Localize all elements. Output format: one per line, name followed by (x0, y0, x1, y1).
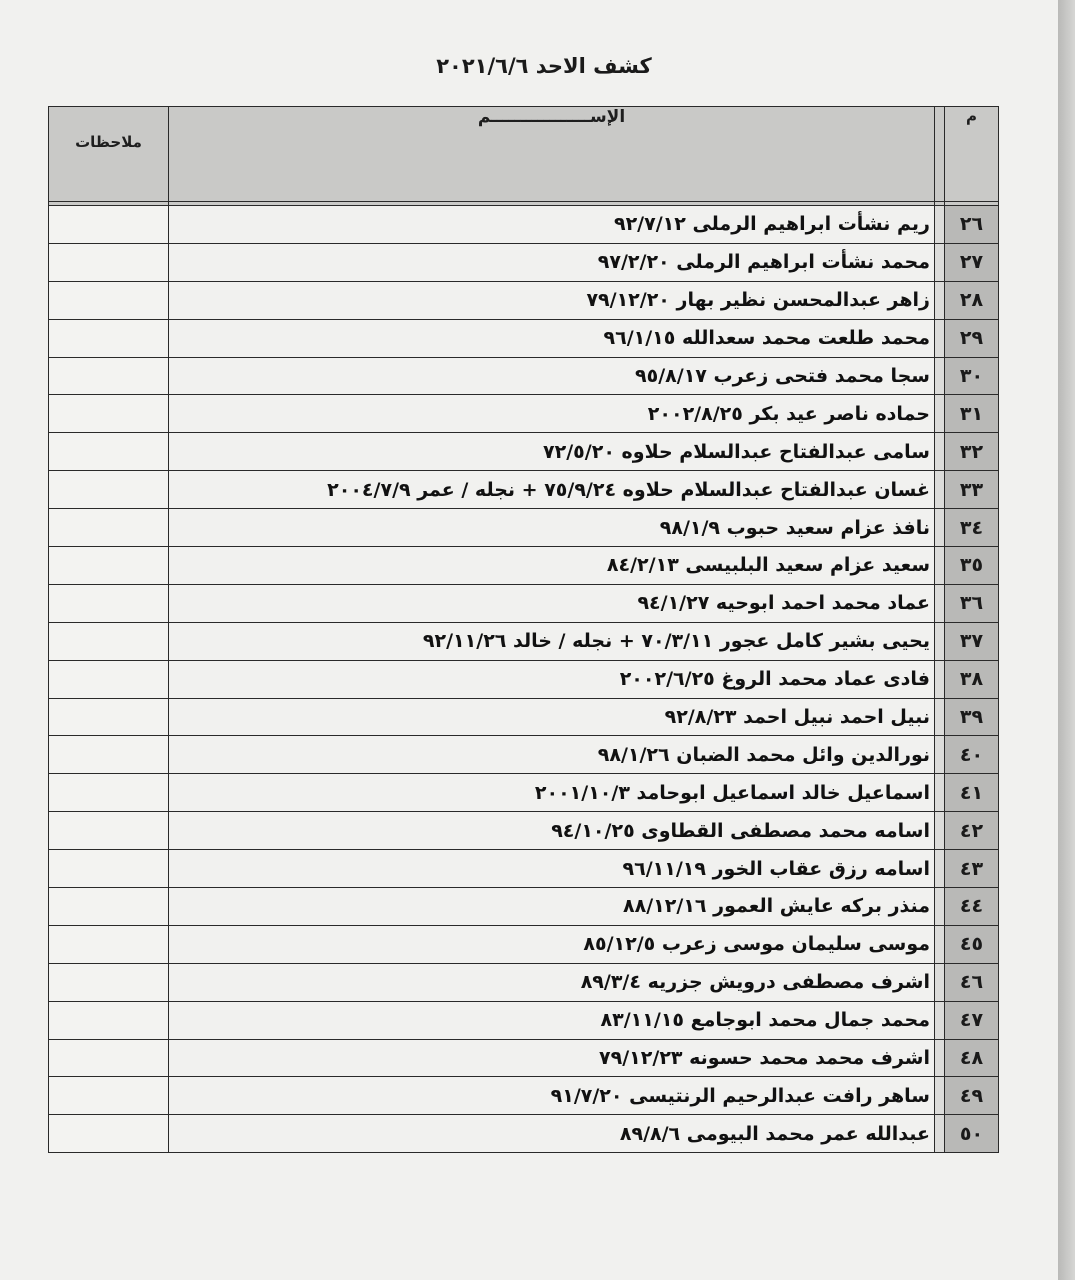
row-spacer (935, 243, 945, 281)
table-row (49, 547, 999, 585)
row-notes (49, 925, 169, 963)
row-spacer (935, 963, 945, 1001)
row-notes (49, 660, 169, 698)
row-notes (49, 698, 169, 736)
table-row (49, 1115, 999, 1153)
row-spacer (935, 395, 945, 433)
row-spacer (935, 812, 945, 850)
row-name: يحيى بشير كامل عجور ٧٠/٣/١١ + نجله / خالد ٩٢/١١/٢٦ (169, 622, 935, 660)
table-row (49, 660, 999, 698)
row-spacer (935, 698, 945, 736)
row-name: غسان عبدالفتاح عبدالسلام حلاوه ٧٥/٩/٢٤ + نجله / عمر ٢٠٠٤/٧/٩ (169, 471, 935, 509)
row-name: سجا محمد فتحى زعرب ٩٥/٨/١٧ (169, 357, 935, 395)
row-name: محمد جمال محمد ابوجامع ٨٣/١١/١٥ (169, 1001, 935, 1039)
row-notes (49, 433, 169, 471)
row-name: ريم نشأت ابراهيم الرملى ٩٢/٧/١٢ (169, 206, 935, 244)
table-row (49, 395, 999, 433)
row-number: ٣٦ (945, 584, 999, 622)
table-row (49, 736, 999, 774)
row-number: ٣٤ (945, 509, 999, 547)
row-name: اشرف محمد محمد حسونه ٧٩/١٢/٢٣ (169, 1039, 935, 1077)
table-row (49, 243, 999, 281)
row-number: ٣٨ (945, 660, 999, 698)
table-row (49, 206, 999, 244)
header-name: الإســـــــــــــــــم (169, 107, 935, 202)
row-number: ٢٩ (945, 319, 999, 357)
row-spacer (935, 471, 945, 509)
row-name: عماد محمد احمد ابوحيه ٩٤/١/٢٧ (169, 584, 935, 622)
row-spacer (935, 433, 945, 471)
row-notes (49, 963, 169, 1001)
row-spacer (935, 1001, 945, 1039)
row-notes (49, 1039, 169, 1077)
header-spacer (935, 107, 945, 202)
row-name: محمد نشأت ابراهيم الرملى ٩٧/٢/٢٠ (169, 243, 935, 281)
table-row (49, 774, 999, 812)
row-number: ٣٥ (945, 547, 999, 585)
table-row (49, 698, 999, 736)
row-name: اسامه محمد مصطفى القطاوى ٩٤/١٠/٢٥ (169, 812, 935, 850)
table-row (49, 622, 999, 660)
row-spacer (935, 584, 945, 622)
row-name: موسى سليمان موسى زعرب ٨٥/١٢/٥ (169, 925, 935, 963)
row-number: ٢٨ (945, 281, 999, 319)
row-notes (49, 319, 169, 357)
row-spacer (935, 888, 945, 926)
row-number: ٤٠ (945, 736, 999, 774)
roster-table (48, 106, 999, 1153)
row-name: حماده ناصر عيد بكر ٢٠٠٢/٨/٢٥ (169, 395, 935, 433)
row-spacer (935, 1077, 945, 1115)
row-notes (49, 281, 169, 319)
header-notes: ملاحظات (49, 107, 169, 202)
table-row (49, 888, 999, 926)
row-spacer (935, 736, 945, 774)
row-spacer (935, 925, 945, 963)
row-name: نبيل احمد نبيل احمد ٩٢/٨/٢٣ (169, 698, 935, 736)
row-name: محمد طلعت محمد سعدالله ٩٦/١/١٥ (169, 319, 935, 357)
row-number: ٣٢ (945, 433, 999, 471)
table-row (49, 1039, 999, 1077)
row-spacer (935, 774, 945, 812)
row-spacer (935, 1039, 945, 1077)
row-notes (49, 888, 169, 926)
row-name: فادى عماد محمد الروغ ٢٠٠٢/٦/٢٥ (169, 660, 935, 698)
row-name: سامى عبدالفتاح عبدالسلام حلاوه ٧٢/٥/٢٠ (169, 433, 935, 471)
table-row (49, 850, 999, 888)
row-number: ٤٨ (945, 1039, 999, 1077)
row-number: ٤٩ (945, 1077, 999, 1115)
table-row (49, 319, 999, 357)
row-name: اسامه رزق عقاب الخور ٩٦/١١/١٩ (169, 850, 935, 888)
row-notes (49, 850, 169, 888)
row-number: ٣٣ (945, 471, 999, 509)
header-number: م (945, 107, 999, 202)
row-number: ٤١ (945, 774, 999, 812)
row-name: نورالدين وائل محمد الضبان ٩٨/١/٢٦ (169, 736, 935, 774)
row-spacer (935, 1115, 945, 1153)
row-name: منذر بركه عايش العمور ٨٨/١٢/١٦ (169, 888, 935, 926)
row-spacer (935, 281, 945, 319)
row-notes (49, 471, 169, 509)
row-spacer (935, 509, 945, 547)
row-number: ٤٥ (945, 925, 999, 963)
table-row (49, 509, 999, 547)
row-spacer (935, 850, 945, 888)
table-row (49, 1077, 999, 1115)
table-row (49, 925, 999, 963)
row-notes (49, 243, 169, 281)
table-row (49, 433, 999, 471)
row-number: ٤٣ (945, 850, 999, 888)
row-notes (49, 1077, 169, 1115)
row-number: ٤٤ (945, 888, 999, 926)
row-notes (49, 509, 169, 547)
row-number: ٣١ (945, 395, 999, 433)
row-spacer (935, 622, 945, 660)
document-title: كشف الاحد ٢٠٢١/٦/٦ (436, 54, 652, 78)
row-name: زاهر عبدالمحسن نظير بهار ٧٩/١٢/٢٠ (169, 281, 935, 319)
row-number: ٤٢ (945, 812, 999, 850)
row-number: ٣٧ (945, 622, 999, 660)
row-notes (49, 736, 169, 774)
row-spacer (935, 547, 945, 585)
row-name: اشرف مصطفى درويش جزريه ٨٩/٣/٤ (169, 963, 935, 1001)
row-number: ٤٦ (945, 963, 999, 1001)
row-name: سعيد عزام سعيد البلبيسى ٨٤/٢/١٣ (169, 547, 935, 585)
row-notes (49, 206, 169, 244)
table-row (49, 584, 999, 622)
header-row (49, 107, 999, 202)
table-row (49, 357, 999, 395)
row-notes (49, 622, 169, 660)
table-row (49, 963, 999, 1001)
row-number: ٣٩ (945, 698, 999, 736)
row-name: ساهر رافت عبدالرحيم الرنتيسى ٩١/٧/٢٠ (169, 1077, 935, 1115)
row-number: ٢٧ (945, 243, 999, 281)
table-row (49, 471, 999, 509)
row-number: ٢٦ (945, 206, 999, 244)
row-spacer (935, 206, 945, 244)
row-notes (49, 1001, 169, 1039)
table-row (49, 281, 999, 319)
row-notes (49, 812, 169, 850)
row-name: نافذ عزام سعيد حبوب ٩٨/١/٩ (169, 509, 935, 547)
table-row (49, 1001, 999, 1039)
row-notes (49, 1115, 169, 1153)
row-notes (49, 774, 169, 812)
row-number: ٥٠ (945, 1115, 999, 1153)
row-notes (49, 547, 169, 585)
table-row (49, 812, 999, 850)
row-notes (49, 584, 169, 622)
row-number: ٣٠ (945, 357, 999, 395)
row-name: عبدالله عمر محمد البيومى ٨٩/٨/٦ (169, 1115, 935, 1153)
row-spacer (935, 660, 945, 698)
row-notes (49, 357, 169, 395)
row-name: اسماعيل خالد اسماعيل ابوحامد ٢٠٠١/١٠/٣ (169, 774, 935, 812)
row-spacer (935, 357, 945, 395)
desk-edge (1058, 0, 1075, 1280)
row-spacer (935, 319, 945, 357)
row-notes (49, 395, 169, 433)
row-number: ٤٧ (945, 1001, 999, 1039)
